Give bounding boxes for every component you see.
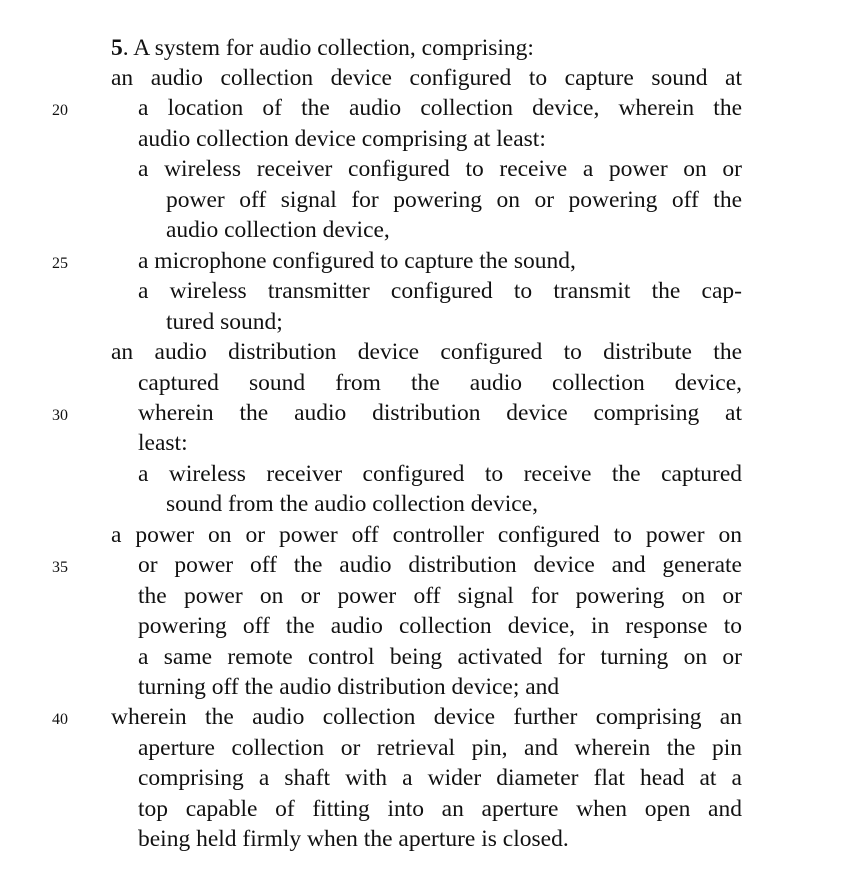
claim-heading (111, 33, 534, 63)
claim-line: captured sound from the audio collection device, (138, 370, 742, 396)
claim-line: audio collection device, (166, 217, 390, 243)
claim-line: a same remote control being activated for turning on or (138, 644, 742, 670)
claim-line: a wireless receiver configured to receive the captured (138, 461, 742, 487)
claim-line: sound from the audio collection device, (166, 491, 538, 517)
claim-line: comprising a shaft with a wider diameter flat head at a (138, 765, 742, 791)
claim-line: wherein the audio collection device further comprising an (111, 704, 742, 730)
margin-line-number: 35 (52, 559, 68, 576)
claim-line: being held firmly when the aperture is closed. (138, 826, 569, 852)
claim-line: a power on or power off controller configured to power on (111, 522, 742, 548)
claim-line: a location of the audio collection device, wherein the (138, 95, 742, 121)
claim-line: a wireless transmitter configured to transmit the cap- (138, 278, 742, 304)
margin-line-number: 25 (52, 255, 68, 272)
margin-line-number: 40 (52, 711, 68, 728)
claim-line: an audio distribution device configured to distribute the (111, 339, 742, 365)
claim-line: tured sound; (166, 309, 283, 335)
claim-line: power off signal for powering on or powering off the (166, 187, 742, 213)
claim-line: least: (138, 430, 188, 456)
claim-line: the power on or power off signal for powering on or (138, 583, 742, 609)
claim-line: aperture collection or retrieval pin, and wherein the pin (138, 735, 742, 761)
claim-line: turning off the audio distribution device; and (138, 674, 560, 700)
claim-intro: . A system for audio collection, comprising: (122, 35, 534, 61)
claim-line: top capable of fitting into an aperture when open and (138, 796, 742, 822)
claim-line: wherein the audio distribution device comprising at (138, 400, 742, 426)
claim-line: or power off the audio distribution device and generate (138, 552, 742, 578)
claim-line: audio collection device comprising at least: (138, 126, 546, 152)
claim-line: a wireless receiver configured to receive a power on or (138, 156, 742, 182)
claim-line: an audio collection device configured to capture sound at (111, 65, 742, 91)
margin-line-number: 20 (52, 102, 68, 119)
claim-line: powering off the audio collection device, in response to (138, 613, 742, 639)
margin-line-number: 30 (52, 407, 68, 424)
claim-number: 5 (111, 35, 123, 61)
claim-line: a microphone configured to capture the sound, (138, 248, 576, 274)
